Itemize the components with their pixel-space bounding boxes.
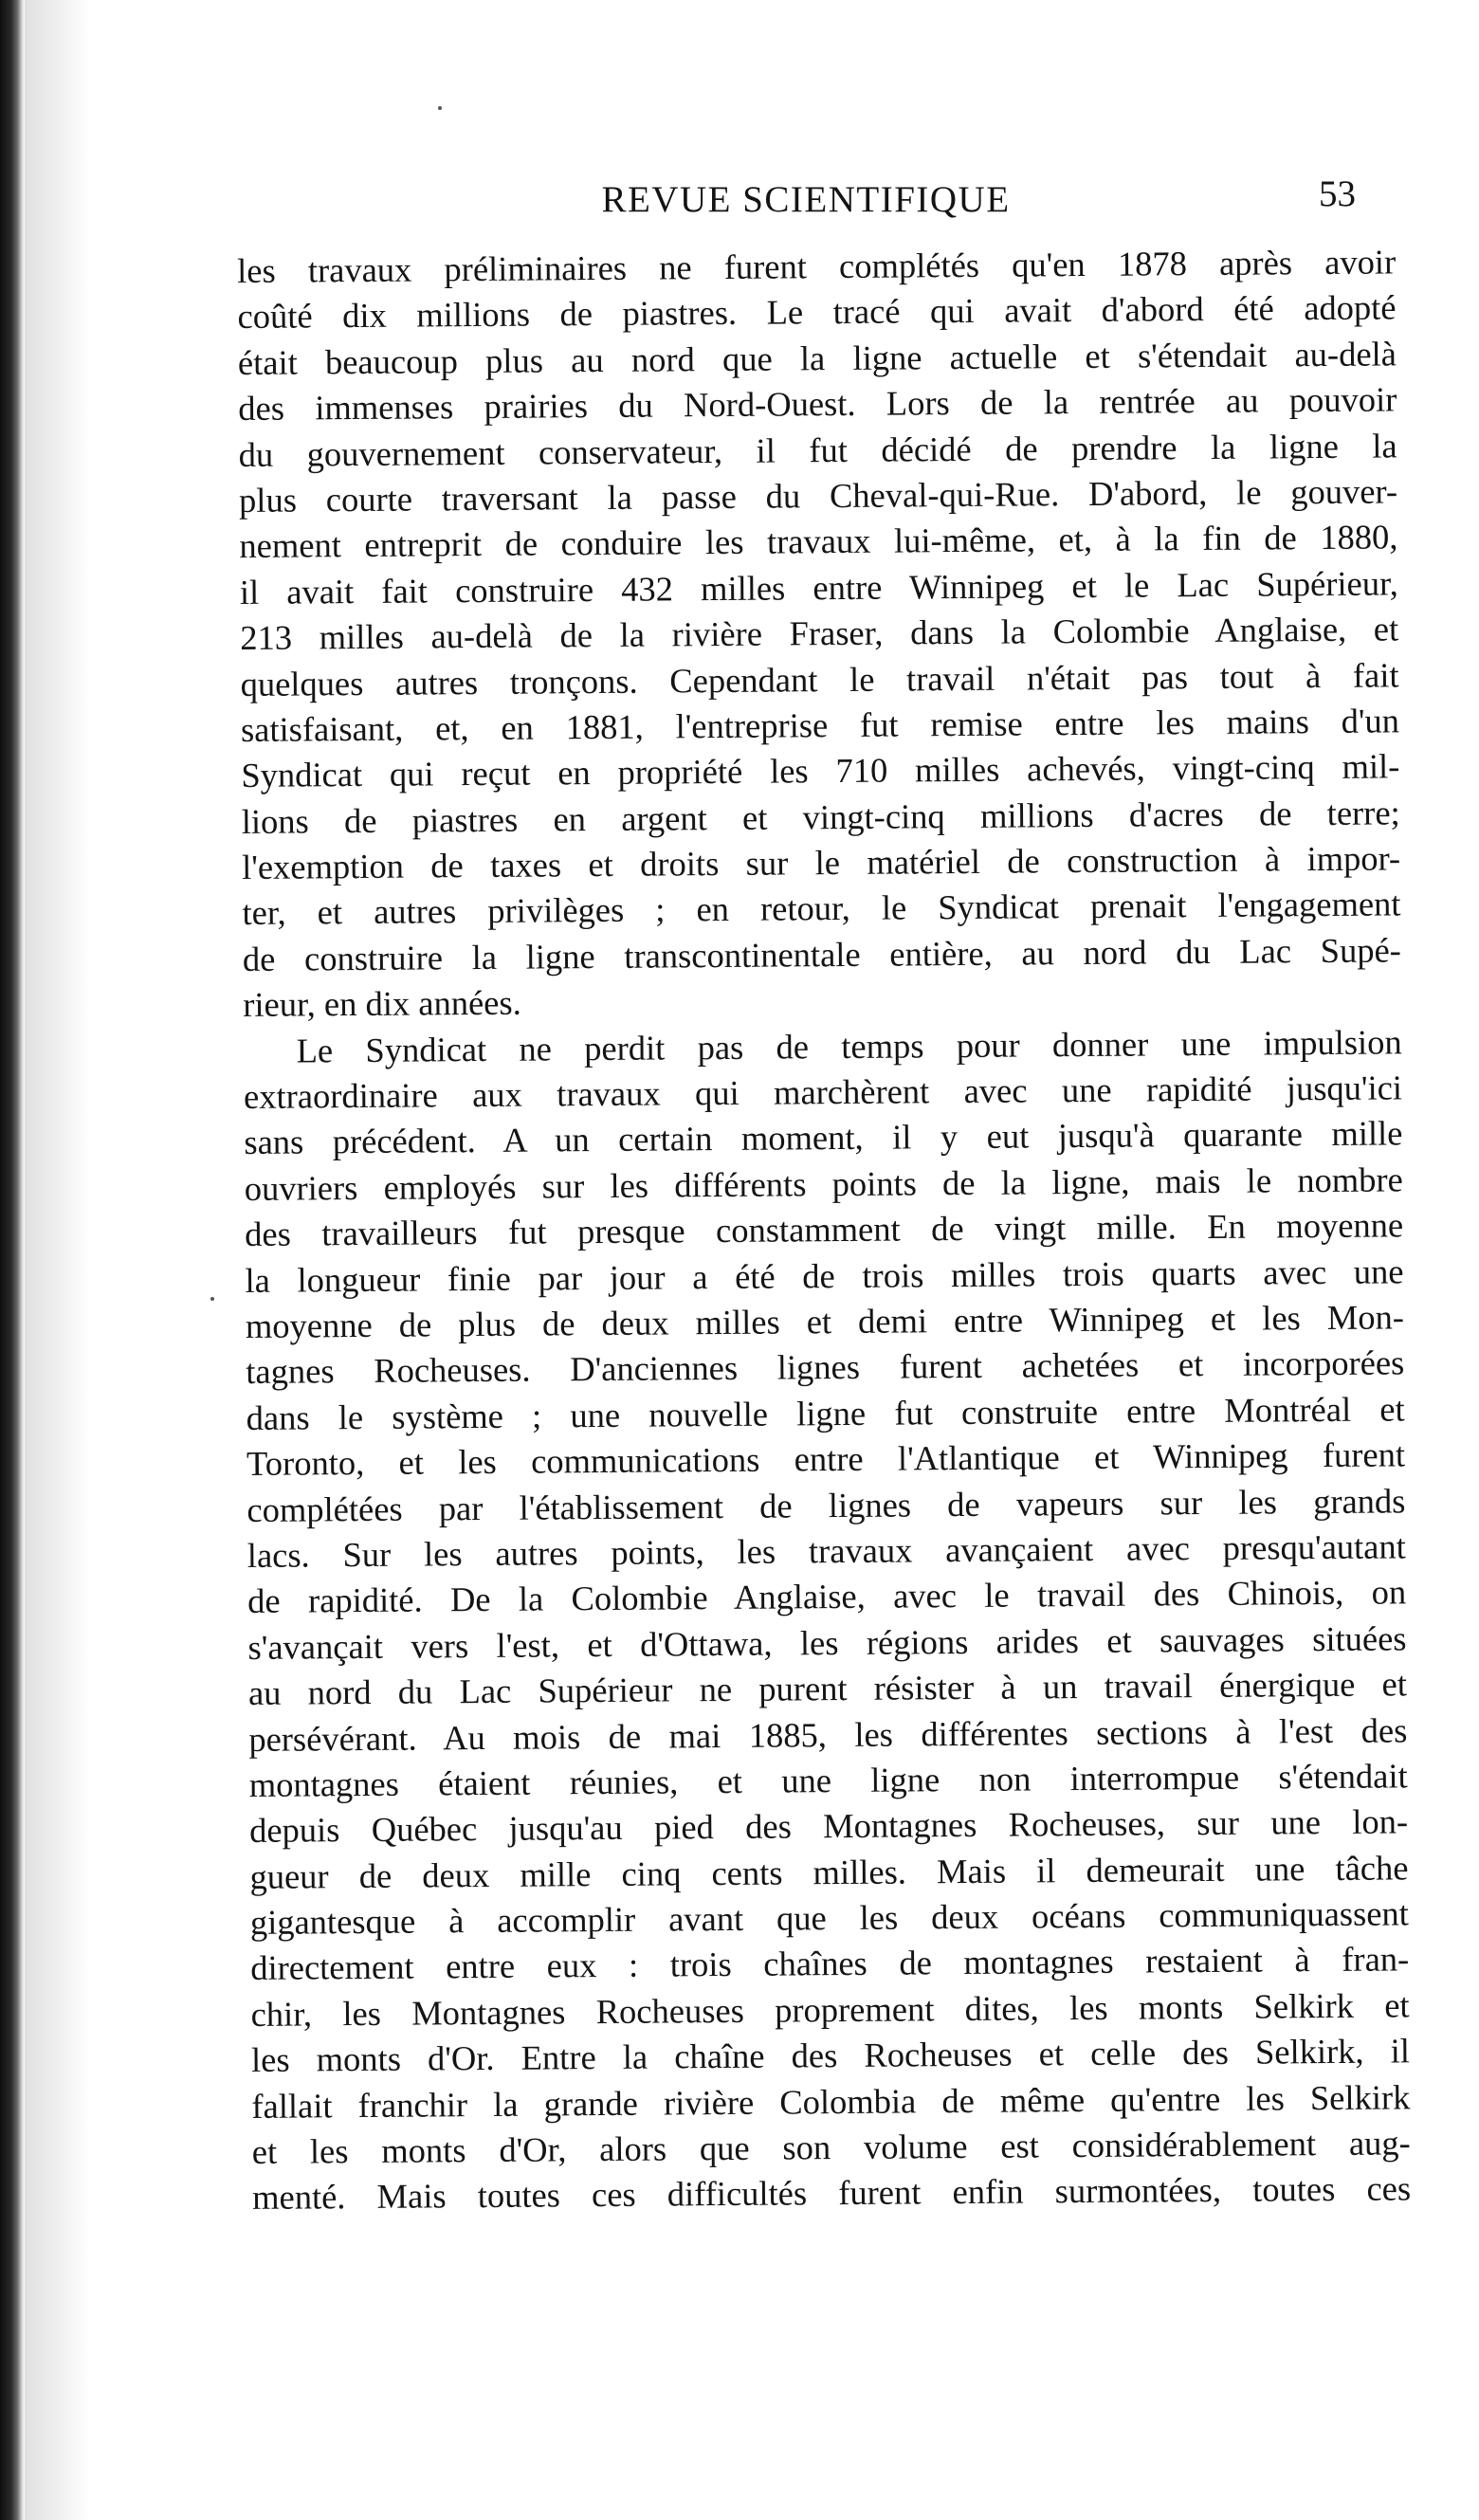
text-line: des immenses prairies du Nord-Ouest. Lors de la rentrée au pouvoir [238,379,1397,429]
text-line: moyenne de plus de deux milles et demi entre Winnipeg et les Mon- [245,1297,1405,1345]
text-line: plus courte traversant la passe du Cheval-qui-Rue. D'abord, le gouver- [238,471,1398,520]
text-line: gueur de deux mille cinq cents milles. Mais il demeurait une tâche [249,1848,1409,1896]
text-line: chir, les Montagnes Rocheuses proprement dites, les monts Selkirk et [250,1985,1410,2034]
text-line: menté. Mais toutes ces difficultés furent enfin surmontées, toutes ces [251,2168,1412,2218]
text-line: extraordinaire aux travaux qui marchèrent avec une rapidité jusqu'ici [243,1068,1403,1117]
text-line: des travailleurs fut presque constamment de vingt mille. En moyenne [245,1205,1404,1254]
text-line: nement entreprit de conduire les travaux lui-même, et, à la fin de 1880, [239,517,1398,566]
text-line: était beaucoup plus au nord que la ligne actuelle et s'étendait au-delà [237,334,1397,382]
text-line: du gouvernement conservateur, il fut décidé de prendre la ligne la [238,425,1397,474]
text-line: persévérant. Au mois de mai 1885, les différentes sections à l'est des [248,1709,1408,1759]
text-line: de construire la ligne transcontinentale entière, au nord du Lac Supé- [242,930,1402,978]
binding-shadow [25,0,91,2520]
text-line: Syndicat qui reçut en propriété les 710 milles achevés, vingt-cinq mil- [241,746,1400,795]
running-head [237,173,1375,224]
text-line: Toronto, et les communications entre l'Atlantique et Winnipeg furent [246,1434,1406,1484]
text-line: montagnes étaient réunies, et une ligne non interrompue s'étendait [248,1756,1408,1804]
text-line: s'avançait vers l'est, et d'Ottawa, les régions arides et sauvages situées [247,1618,1407,1667]
text-line: complétées par l'établissement de lignes de vapeurs sur les grands [246,1480,1406,1529]
text-line: les travaux préliminaires ne furent complétés qu'en 1878 après avoir [237,242,1397,290]
text-line: au nord du Lac Supérieur ne purent résister à un travail énergique et [247,1664,1408,1713]
text-line: fallait franchir la grande rivière Colombia de même qu'entre les Selkirk [251,2076,1411,2126]
text-line: ouvriers employés sur les différents points de la ligne, mais le nombre [244,1160,1403,1208]
running-title: REVUE SCIENTIFIQUE [601,179,1011,220]
text-line: Le Syndicat ne perdit pas de temps pour donner une impulsion [296,1022,1402,1070]
text-line: il avait fait construire 432 milles entre Winnipeg et le Lac Supérieur, [239,563,1398,612]
text-line: l'exemption de taxes et droits sur le matériel de construction à impor- [241,838,1401,887]
text-line: rieur, en dix années. [243,982,521,1025]
text-line: tagnes Rocheuses. D'anciennes lignes furent achetées et incorporées [246,1342,1405,1392]
text-line: les monts d'Or. Entre la chaîne des Rocheuses et celle des Selkirk, il [250,2031,1411,2080]
text-line: sans précédent. A un certain moment, il y eut jusqu'à quarante mille [244,1113,1403,1162]
text-line: satisfaisant, et, en 1881, l'entreprise fut remise entre les mains d'un [240,701,1400,749]
text-line: dans le système ; une nouvelle ligne fut construite entre Montréal et [246,1389,1405,1437]
text-line: la longueur finie par jour a été de trois milles trois quarts avec une [245,1251,1404,1300]
text-line: et les monts d'Or, alors que son volume est considérablement aug- [251,2123,1411,2171]
scan-speck [210,1297,214,1301]
paragraph-1 [237,239,1401,1028]
text-line: gigantesque à accomplir avant que les deux océans communiquassent [249,1893,1409,1943]
text-line: quelques autres tronçons. Cependant le travail n'était pas tout à fait [240,654,1399,703]
text-line: lacs. Sur les autres points, les travaux avançaient avec presqu'autant [246,1526,1406,1575]
paragraph-2 [243,1019,1411,2221]
scan-speck [438,106,442,110]
text-line: directement entre eux : trois chaînes de montagnes restaient à fran- [250,1939,1410,1988]
text-line: depuis Québec jusqu'au pied des Montagnes Rocheuses, sur une lon- [248,1801,1409,1851]
body-text [237,239,1411,2220]
text-line: 213 milles au-delà de la rivière Fraser, dans la Colombie Anglaise, et [240,609,1399,658]
binding-edge [0,0,25,2520]
text-line: ter, et autres privilèges ; en retour, le Syndicat prenait l'engagement [242,884,1401,933]
text-line: lions de piastres en argent et vingt-cinq millions d'acres de terre; [241,793,1400,841]
page-number: 53 [1319,173,1356,214]
text-line: coûté dix millions de piastres. Le tracé qui avait d'abord été adopté [237,287,1397,337]
text-line: de rapidité. De la Colombie Anglaise, avec le travail des Chinois, on [247,1572,1407,1621]
